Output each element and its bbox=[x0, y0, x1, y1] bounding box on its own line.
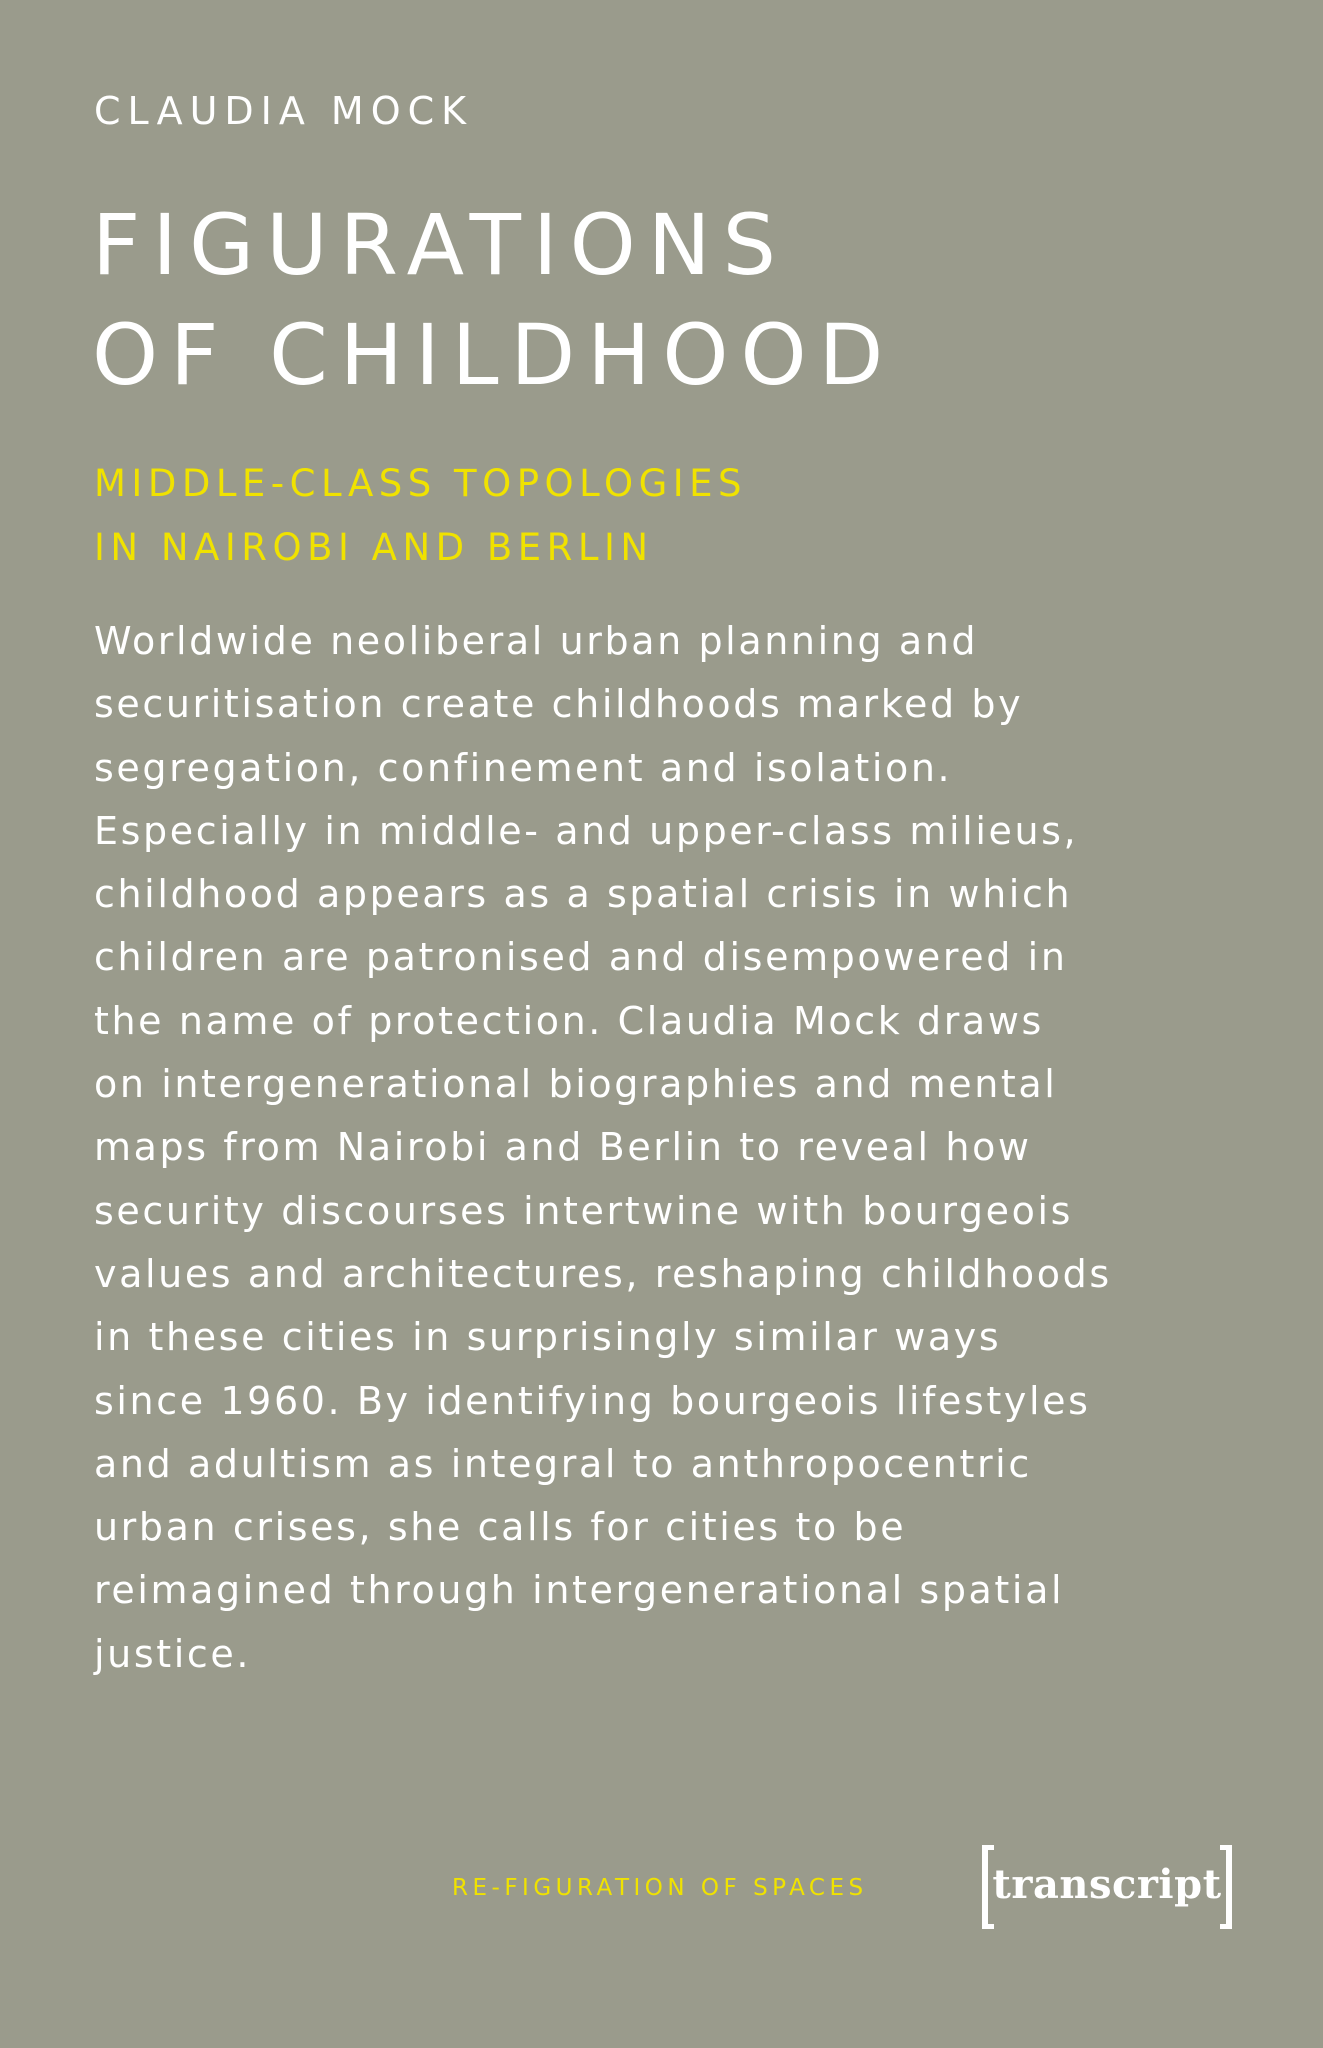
blurb-line: childhood appears as a spatial crisis in which bbox=[94, 872, 1073, 917]
blurb-line: children are patronised and disempowered in bbox=[94, 935, 1068, 980]
blurb-text bbox=[94, 610, 1274, 1686]
series-name: RE-FIGURATION OF SPACES bbox=[452, 1875, 868, 1901]
blurb-line: the name of protection. Claudia Mock draws bbox=[94, 998, 1044, 1043]
blurb-line: securitisation create childhoods marked by bbox=[94, 682, 1024, 727]
blurb-line: Especially in middle- and upper-class milieus, bbox=[94, 808, 1079, 853]
blurb-line: maps from Nairobi and Berlin to reveal how bbox=[94, 1125, 1032, 1170]
blurb-line: on intergenerational biographies and mental bbox=[94, 1062, 1058, 1107]
title-line: FIGURATIONS bbox=[92, 196, 788, 294]
right-bracket-icon bbox=[1220, 1845, 1232, 1929]
blurb-line: and adultism as integral to anthropocentric bbox=[94, 1441, 1032, 1486]
publisher-logo bbox=[982, 1845, 1232, 1929]
publisher-name: transcript bbox=[992, 1861, 1222, 1908]
title-line: OF CHILDHOOD bbox=[92, 306, 896, 404]
blurb-line: security discourses intertwine with bourgeois bbox=[94, 1188, 1074, 1233]
blurb-line: justice. bbox=[94, 1631, 252, 1676]
blurb-line: values and architectures, reshaping childhoods bbox=[94, 1251, 1112, 1296]
subtitle-line: IN NAIROBI AND BERLIN bbox=[94, 526, 654, 569]
subtitle-line: MIDDLE-CLASS TOPOLOGIES bbox=[94, 462, 748, 505]
author-name: CLAUDIA MOCK bbox=[94, 89, 474, 133]
book-title bbox=[92, 190, 895, 410]
book-subtitle bbox=[94, 452, 747, 580]
blurb-line: in these cities in surprisingly similar ways bbox=[94, 1315, 1002, 1360]
blurb-line: Worldwide neoliberal urban planning and bbox=[94, 619, 979, 663]
blurb-line: urban crises, she calls for cities to be bbox=[94, 1505, 907, 1550]
blurb-line: segregation, confinement and isolation. bbox=[94, 745, 953, 790]
blurb-line: reimagined through intergenerational spatial bbox=[94, 1568, 1065, 1613]
blurb-line: since 1960. By identifying bourgeois lifestyles bbox=[94, 1378, 1091, 1423]
